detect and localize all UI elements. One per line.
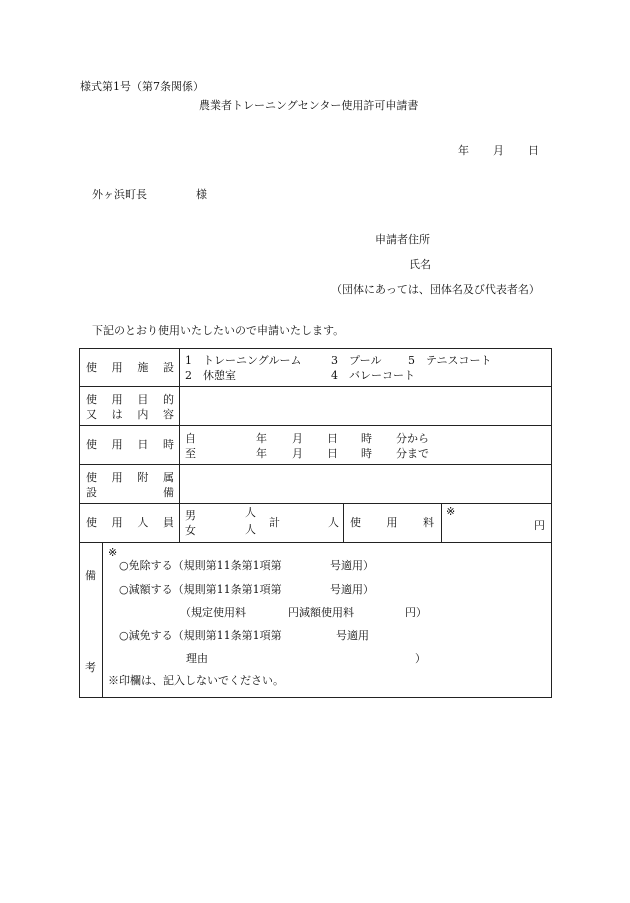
remarks-reason-label: 理由	[186, 652, 208, 665]
date-month-label: 月	[493, 144, 504, 157]
application-form-table	[79, 348, 552, 698]
addressee: 外ヶ浜町長	[92, 188, 147, 201]
facility-options[interactable]	[180, 349, 552, 387]
form-number: 様式第1号（第7条関係）	[80, 80, 204, 93]
datetime-label: 使 用 日 時	[80, 426, 180, 465]
remarks-label-bottom: 考	[85, 661, 96, 674]
row-equipment	[80, 465, 552, 504]
persons-female-unit: 人	[245, 523, 256, 536]
fee-label: 使 用 料	[344, 504, 442, 543]
row-purpose	[80, 387, 552, 426]
purpose-label: 使 用 目 的 又 は 内 容	[80, 387, 180, 426]
remarks-fee-line-c: 円）	[405, 606, 427, 619]
facility-option-1[interactable]: 1 トレーニングルーム	[185, 354, 302, 367]
persons-male-label: 男	[185, 509, 196, 522]
facility-option-3[interactable]: 3 プール	[331, 354, 382, 367]
remarks-waive-end: 号適用	[336, 629, 369, 642]
remarks-field[interactable]	[103, 543, 552, 698]
applicant-name-label: 氏名	[409, 258, 431, 271]
remarks-label	[80, 543, 103, 698]
persons-total-label: 計	[269, 516, 280, 529]
facility-label: 使 用 施 設	[80, 349, 180, 387]
form-title: 農業者トレーニングセンター使用許可申請書	[199, 99, 419, 112]
applicant-address-label: 申請者住所	[375, 233, 430, 246]
facility-option-5[interactable]: 5 テニスコート	[408, 354, 492, 367]
applicant-group-note: （団体にあっては、団体名及び代表者名）	[331, 283, 540, 296]
persons-label: 使 用 人 員	[80, 504, 180, 543]
fee-office-mark: ※	[446, 505, 456, 518]
fee-field[interactable]	[442, 504, 552, 543]
facility-option-4[interactable]: 4 バレーコート	[331, 369, 415, 382]
datetime-to-hour: 時	[361, 447, 372, 460]
remarks-office-mark: ※	[108, 546, 118, 559]
row-persons-fee	[80, 504, 552, 543]
remarks-exempt-line: ○免除する（規則第11条第1項第	[119, 559, 282, 572]
datetime-from-year: 年	[256, 432, 267, 445]
datetime-to-prefix: 至	[185, 447, 196, 460]
datetime-field[interactable]	[180, 426, 552, 465]
remarks-waive-line: ○減免する（規則第11条第1項第	[119, 629, 282, 642]
datetime-to-minute: 分まで	[396, 447, 429, 460]
datetime-from-month: 月	[292, 432, 303, 445]
purpose-field[interactable]	[180, 387, 552, 426]
row-datetime	[80, 426, 552, 465]
remarks-label-top: 備	[85, 569, 96, 582]
remarks-fee-line-b: 円減額使用料	[288, 606, 354, 619]
date-day-label: 日	[528, 144, 539, 157]
persons-male-unit: 人	[245, 506, 256, 519]
remarks-exempt-end: 号適用）	[330, 559, 374, 572]
persons-field[interactable]	[180, 504, 344, 543]
persons-female-label: 女	[185, 524, 196, 537]
datetime-from-day: 日	[327, 432, 338, 445]
datetime-to-year: 年	[256, 447, 267, 460]
datetime-to-day: 日	[327, 447, 338, 460]
datetime-from-hour: 時	[361, 432, 372, 445]
row-remarks	[80, 543, 552, 698]
remarks-reduce-line: ○減額する（規則第11条第1項第	[119, 583, 282, 596]
facility-option-2[interactable]: 2 休憩室	[185, 369, 236, 382]
datetime-to-month: 月	[292, 447, 303, 460]
date-year-label: 年	[458, 144, 469, 157]
honorific: 様	[196, 188, 207, 201]
remarks-reduce-end: 号適用）	[330, 583, 374, 596]
equipment-field[interactable]	[180, 465, 552, 504]
remarks-reason-end: ）	[415, 652, 426, 665]
datetime-from-minute: 分から	[396, 432, 429, 445]
fee-unit: 円	[534, 519, 545, 532]
row-facility	[80, 349, 552, 387]
datetime-from-prefix: 自	[185, 432, 196, 445]
remarks-fee-line-a: （規定使用料	[180, 606, 246, 619]
intro-text: 下記のとおり使用いたしたいので申請いたします。	[92, 324, 345, 337]
remarks-note: ※印欄は、記入しないでください。	[108, 674, 284, 687]
equipment-label: 使 用 附 属 設 備	[80, 465, 180, 504]
persons-total-unit: 人	[328, 516, 339, 529]
